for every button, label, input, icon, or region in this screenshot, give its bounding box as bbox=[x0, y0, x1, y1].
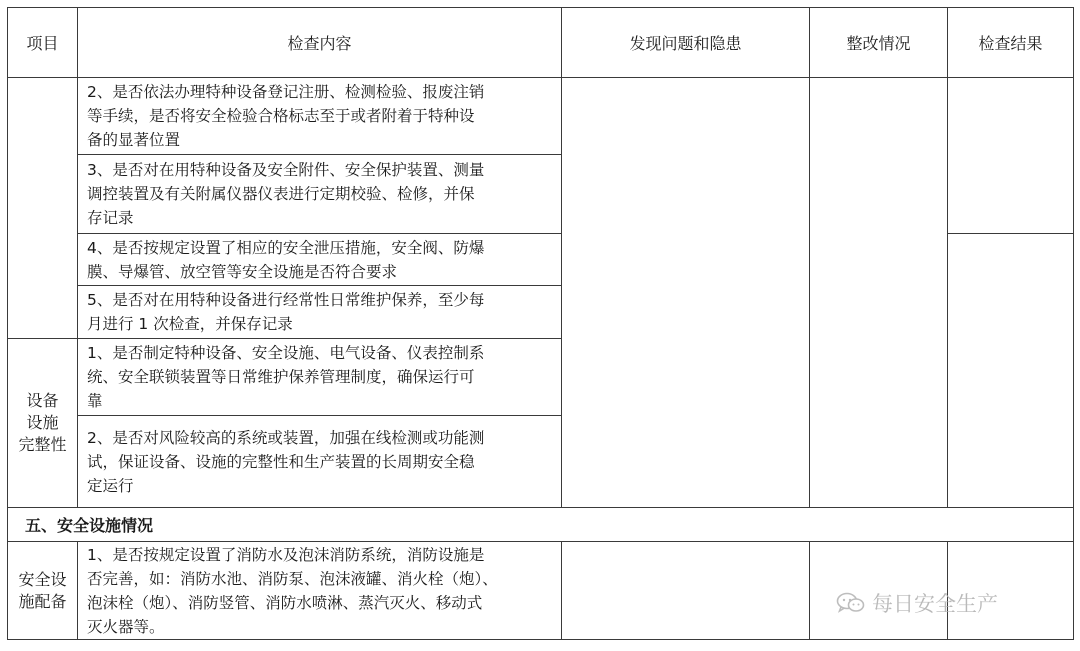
header-content: 检查内容 bbox=[287, 34, 352, 53]
check-item-text: 2、是否依法办理特种设备登记注册、检测检验、报废注销 等手续，是否将安全检验合格标志至于或者附着于特种设 备的显著位置 bbox=[87, 83, 485, 149]
result-separator bbox=[947, 233, 1073, 234]
header-rectification: 整改情况 bbox=[846, 34, 911, 53]
table-border-bottom bbox=[7, 639, 1074, 640]
check-item-text: 5、是否对在用特种设备进行经常性日常维护保养，至少每 月进行 1 次检查，并保存记录 bbox=[87, 291, 485, 333]
check-item-text: 1、是否按规定设置了消防水及泡沫消防系统，消防设施是 否完善，如：消防水池、消防泵、泡沫液罐、消火栓（炮）、 泡沫栓（炮）、消防竖管、消防水喷淋、蒸汽灭火、移动式 灭火器等。 bbox=[87, 545, 498, 636]
check-item-text: 1、是否制定特种设备、安全设施、电气设备、仪表控制系 统、安全联锁装置等日常维护保养管理制度，确保运行可 靠 bbox=[87, 344, 485, 410]
check-item-text: 4、是否按规定设置了相应的安全泄压措施，安全阀、防爆 膜、导爆管、放空管等安全设施是否符合要求 bbox=[87, 238, 485, 281]
col-line-issues bbox=[561, 7, 562, 507]
wechat-icon bbox=[836, 591, 866, 615]
col-line-rectification-s5 bbox=[809, 541, 810, 640]
item-label-integrity: 设备 设施 完整性 bbox=[18, 391, 67, 454]
col-line-rectification bbox=[809, 7, 810, 507]
check-item-text: 2、是否对风险较高的系统或装置，加强在线检测或功能测 试，保证设备、设施的完整性和生产装置的长周期安全稳 定运行 bbox=[87, 428, 485, 495]
section-title: 五、安全设施情况 bbox=[25, 516, 154, 535]
header-result: 检查结果 bbox=[978, 34, 1043, 53]
col-line-result bbox=[947, 7, 948, 507]
header-item: 项目 bbox=[26, 34, 59, 53]
item-label-safety-facilities: 安全设 施配备 bbox=[18, 569, 67, 611]
watermark bbox=[836, 588, 998, 618]
check-item-text: 3、是否对在用特种设备及安全附件、安全保护装置、测量 调控装置及有关附属仪器仪表进行定期校验、检修，并保 存记录 bbox=[87, 161, 485, 227]
table-border-right bbox=[1073, 7, 1074, 640]
header-issues: 发现问题和隐患 bbox=[629, 34, 742, 53]
watermark-text: 每日安全生产 bbox=[872, 592, 998, 616]
col-line-issues-s5 bbox=[561, 541, 562, 640]
